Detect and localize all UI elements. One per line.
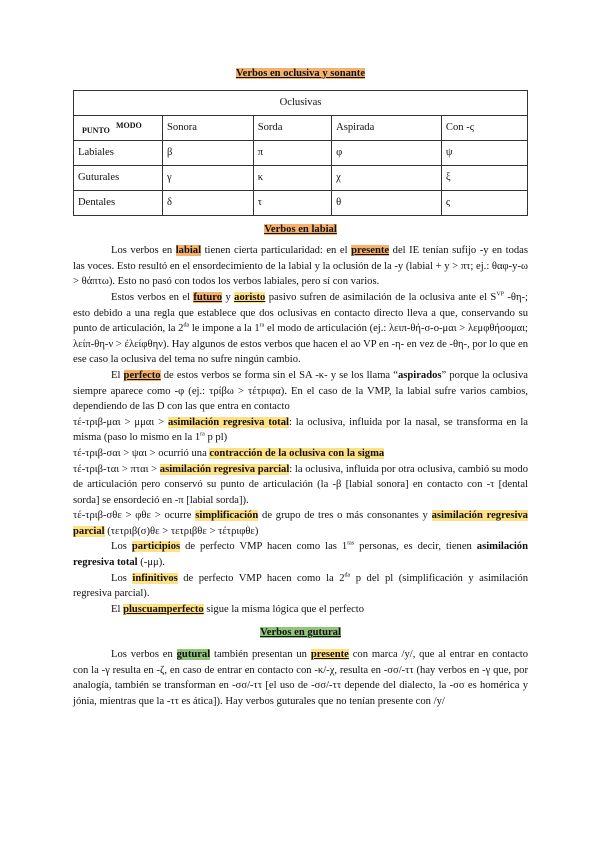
labial-paragraph-7: τέ-τριβ-σθε > φθε > ocurre simplificación de grupo de tres o más consonantes y asimilación regresiva parcial (τετριβ(σ)θε > τετριβθε > τέτριφθε) (73, 510, 528, 537)
gutural-paragraph-1: Los verbos en gutural también presentan un presente con marca /y/, que al entrar en contacto con la -γ resulta en -ζ, en caso de entrar en contacto con -κ/-χ, resulta en -σσ/-ττ (hay verbos en -γ que, por analogía, también se transforman en -σσ/-ττ [el uso de -σσ/-ττ depende del dialecto, la -σσ es homérica y jónia, mientras que la -ττ es ática]). Hay verbos guturales que no tenían presente con /y/ (73, 649, 529, 707)
column-header: Sorda (253, 115, 331, 140)
table-column-header-row (74, 115, 528, 140)
labial-paragraph-10: El pluscuamperfecto sigue la misma lógica que el perfecto (111, 603, 365, 615)
oclusivas-table (73, 90, 528, 216)
labial-paragraph-5: τέ-τριβ-σαι > ψαι > ocurrió una contracción de la oclusiva con la sigma (73, 447, 385, 459)
labial-section-title: Verbos en labial (264, 223, 337, 235)
column-header: Sonora (163, 115, 254, 140)
table-row (74, 165, 528, 190)
table-cell: ξ (441, 165, 527, 190)
table-cell: χ (332, 165, 442, 190)
table-header: Oclusivas (74, 90, 528, 115)
document-page (73, 66, 528, 709)
labial-paragraph-4: τέ-τριβ-μαι > μμαι > asimilación regresiva total: la oclusiva, influida por la nasal, se transforma en la misma (paso lo mismo en la $1^{ra}$ p pl) (73, 416, 528, 444)
corner-punto: PUNTO (82, 126, 110, 135)
table-cell: τ (253, 190, 331, 215)
page-title: Verbos en oclusiva y sonante (235, 68, 366, 79)
row-label: Labiales (74, 140, 163, 165)
column-header: Aspirada (332, 115, 442, 140)
row-label: Dentales (74, 190, 163, 215)
labial-paragraph-9: Los infinitivos de perfecto VMP hacen como la $2^{da}$ p del pl (simplificación y asimilación regresiva parcial). (73, 572, 528, 600)
labial-paragraph-3: El perfecto de estos verbos se forma sin el SA -κ- y se los llama “aspirados” porque la oclusiva siempre aparece como -φ (ej.: τρίβω > τέτριφα). En el caso de la VMP, la labial sufre varios cambios, dependiendo de las D con las que entra en contacto (73, 369, 528, 413)
labial-paragraph-8: Los participios de perfecto VMP hacen como las $1^{ras}$ personas, es decir, tienen asimilación regresiva total (-μμ). (73, 540, 528, 569)
table-cell: κ (253, 165, 331, 190)
gutural-section-title: Verbos en gutural (260, 627, 341, 639)
labial-paragraph-2: Estos verbos en el futuro y aoristo pasivo sufren de asimilación de la oclusiva ante el $S^{VP}$ -θη-; esto debido a una regla que establece que dos oclusivas en contacto directo lleva a que, conservando su punto de articulación, la $2^{da}$ le impone a la $1^{ra}$ el modo de articulación (ej.: λειπ-θή-σ-ο-μαι > λεμφθήσομαι; λείπ-θη-ν > ἐλείφθην). Hay algunos de estos verbos que hacen el ao VP en -η- en vez de -θη-, por lo que en ese caso la oclusiva del tema no sufre ningún cambio. (73, 291, 528, 366)
corner-modo: MODO (116, 120, 142, 130)
labial-paragraph-1: Los verbos en labial tienen cierta particularidad: en el presente del IE tenían sufijo -y en todas las voces. Esto resultó en el ensordecimiento de la labial y la oclusión de la -y (labial + y > πτ; ej.: θαφ-y-ω > θάπτω). Esto no pasó con todos los verbos labiales, pero sí con varios. (73, 245, 529, 288)
table-corner-cell (74, 115, 163, 140)
table-cell: φ (332, 140, 442, 165)
table-cell: ψ (441, 140, 527, 165)
column-header: Con -ς (441, 115, 527, 140)
table-cell: π (253, 140, 331, 165)
table-row (74, 190, 528, 215)
table-row (74, 140, 528, 165)
labial-paragraph-6: τέ-τριβ-ται > πται > asimilación regresiva parcial: la oclusiva, influida por otra oclusiva, cambió su modo de articulación pero conservó su punto de articulación (la -β [labial sonora] en contacto con -τ [dental sorda] se ensordeció en -π [labial sorda]). (73, 463, 528, 506)
table-cell: β (163, 140, 254, 165)
table-cell: θ (332, 190, 442, 215)
table-cell: δ (163, 190, 254, 215)
table-cell: ς (441, 190, 527, 215)
row-label: Guturales (74, 165, 163, 190)
table-cell: γ (163, 165, 254, 190)
